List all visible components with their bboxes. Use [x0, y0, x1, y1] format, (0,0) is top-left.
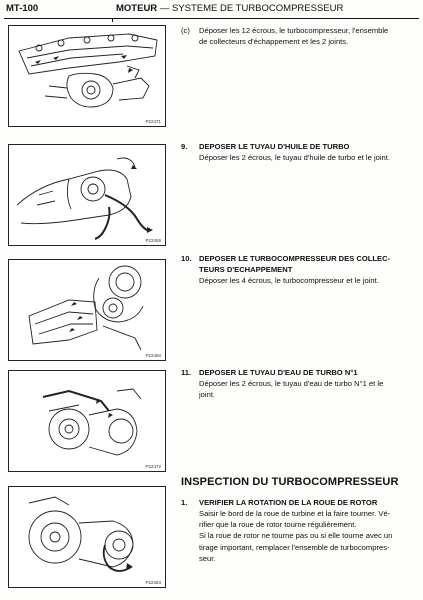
figure-water-pipe: [8, 370, 166, 472]
header-rule: [4, 18, 419, 19]
step-body: [199, 152, 419, 163]
figure-code: P22471: [145, 119, 161, 124]
step-body: [199, 378, 419, 400]
water-pipe-illustration: [9, 371, 165, 471]
header-separator: —: [159, 3, 170, 14]
header-title: [116, 3, 343, 14]
figure-turbo-manifold: [8, 25, 166, 127]
step-body: [199, 275, 419, 286]
step-line: rifier que la roue de rotor tourne régulièrement.: [199, 520, 357, 530]
step-title-line: DEPOSER LE TURBOCOMPRESSEUR DES COLLEC-: [199, 254, 391, 263]
turbo-removal-illustration: [9, 260, 165, 360]
step-number: 11.: [181, 368, 192, 377]
step-line: Déposer les 2 écrous, le tuyau d'eau de turbo N°1 et le: [199, 379, 384, 388]
figure-code: P22463: [145, 580, 161, 585]
figure-rotor-check: [8, 486, 166, 588]
figure-oil-pipe: [8, 144, 166, 246]
page-header: [0, 0, 423, 22]
step-line: seur.: [199, 553, 216, 563]
step-line: joint.: [199, 390, 216, 400]
step-number: 9.: [181, 142, 188, 151]
figure-code: P22459: [145, 238, 161, 243]
inspection-title: INSPECTION DU TURBOCOMPRESSEUR: [181, 476, 399, 488]
header-subtitle: SYSTEME DE TURBOCOMPRESSEUR: [171, 3, 344, 14]
step-title: [199, 253, 417, 275]
step-title-line: TEURS D'ECHAPPEMENT: [199, 265, 293, 275]
step-line: Déposer les 12 écrous, le turbocompresseur, l'ensemble: [199, 26, 389, 35]
header-divider: [112, 18, 113, 22]
step-title: VERIFIER LA ROTATION DE LA ROUE DE ROTOR: [199, 498, 378, 507]
figure-code: P22472: [145, 464, 161, 469]
header-section: MOTEUR: [116, 3, 158, 14]
page-number: MT-100: [6, 3, 39, 14]
step-number: 10.: [181, 254, 192, 263]
step-title: DEPOSER LE TUYAU D'HUILE DE TURBO: [199, 142, 350, 151]
step-line: de collecteurs d'échappement et les 2 joints.: [199, 37, 349, 47]
step-number: 1.: [181, 498, 188, 507]
oil-pipe-illustration: [9, 145, 165, 245]
step-body: [199, 508, 419, 564]
step-title: DEPOSER LE TUYAU D'EAU DE TURBO N°1: [199, 368, 358, 377]
step-line: Déposer les 4 écrous, le turbocompresseur et le joint.: [199, 276, 379, 285]
step-body: [199, 25, 419, 47]
step-line: tirage important, remplacer l'ensemble de turbocompres-: [199, 542, 390, 552]
figure-turbo-removal: [8, 259, 166, 361]
step-marker: (c): [181, 26, 190, 35]
turbo-manifold-illustration: [9, 26, 165, 126]
step-line: Déposer les 2 écrous, le tuyau d'huile de turbo et le joint.: [199, 153, 390, 162]
figure-code: P22460: [145, 353, 161, 358]
step-line: Si la roue de rotor ne tourne pas ou si elle tourne avec un: [199, 531, 393, 541]
step-line: Saisir le bord de la roue de turbine et la faire tourner. Vé-: [199, 509, 391, 518]
rotor-check-illustration: [9, 487, 165, 587]
